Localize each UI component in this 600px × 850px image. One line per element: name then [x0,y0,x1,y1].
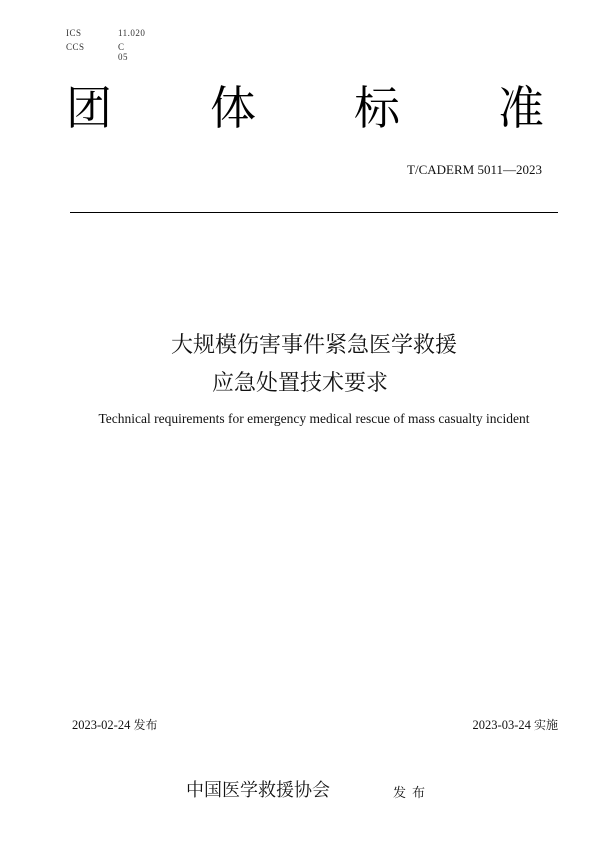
chinese-title-line-1: 大规模伤害事件紧急医学救援 [170,333,457,358]
english-title: Technical requirements for emergency medical rescue of mass casualty incident [98,411,530,426]
title-char: 准 [498,81,544,135]
implement-date [473,716,558,733]
ics-code: 11.020 [118,28,146,38]
publish-date-value: 2023-02-24 [72,718,131,732]
standard-number: T/CADERM 5011—2023 [407,162,542,177]
header-divider [70,212,558,213]
title-char: 标 [354,81,400,135]
implement-date-label: 实施 [533,718,558,732]
document-type-title [62,78,556,138]
implement-date-value: 2023-03-24 [472,718,531,732]
title-char: 体 [210,81,256,135]
publish-date [72,716,157,733]
issuing-organization: 中国医学救援协会 [186,780,330,801]
publish-date-label: 发布 [133,718,158,732]
chinese-title-line-2: 应急处置技术要求 [211,371,388,396]
ccs-code: C 05 [118,42,128,62]
issuer-action: 发布 [393,786,432,801]
ics-classification [66,28,146,38]
ccs-classification [66,42,128,62]
ics-label: ICS [66,28,82,38]
ccs-label: CCS [66,42,85,52]
title-char: 团 [66,81,112,135]
